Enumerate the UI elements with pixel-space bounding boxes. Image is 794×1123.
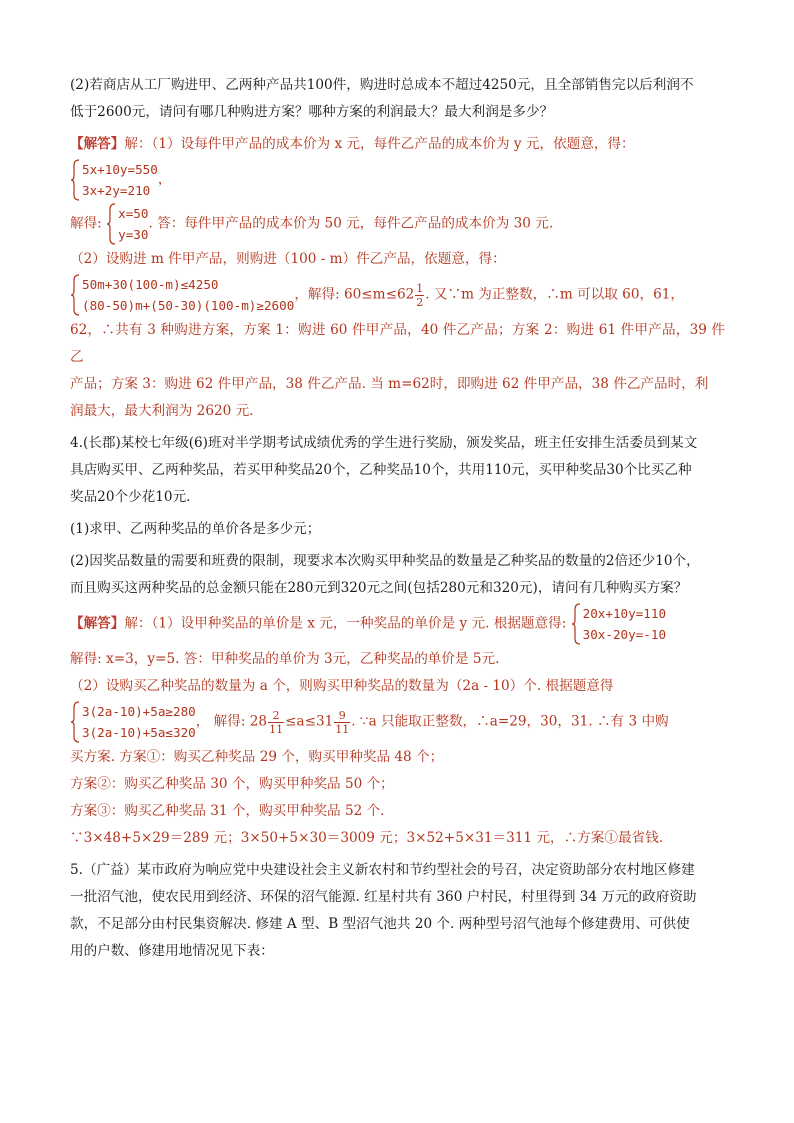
- question-5-line-4: 用的户数、修建用地情况见下表：: [70, 943, 274, 959]
- document-page: [70, 72, 725, 965]
- equation-line: y=30: [118, 227, 149, 242]
- fraction: [415, 282, 424, 309]
- answer-4-solution-1: 解得: x=3，y=5. 答：甲种奖品的单价为 3元，乙种奖品的单价是 5元.: [70, 651, 500, 667]
- question-4-part-2-line-2: 而且购买这两种奖品的总金额只能在280元到320元之间(包括280元和320元)，请问有几种购买方案？: [70, 580, 688, 596]
- fraction-numerator: 9: [334, 709, 350, 723]
- equation-line: 3(2a-10)+5a≤320: [82, 725, 196, 740]
- question-4-line-3: 奖品20个少花10元.: [70, 489, 191, 505]
- brace-icon: [70, 701, 80, 743]
- question-4-line-1: 4.(长郡)某校七年级(6)班对半学期考试成绩优秀的学生进行奖励，颁发奖品，班主任安排生活委员到某文: [70, 435, 698, 451]
- answer-3-line-b: 产品；方案 3：购进 62 件甲产品，38 件乙产品. 当 m=62时，即购进 62 件甲产品，38 件乙产品时，利: [70, 376, 709, 392]
- question-3-part-2-line-2: 低于2600元，请问有哪几种购进方案？哪种方案的利润最大？最大利润是多少？: [70, 104, 554, 120]
- solution-text: . 又∵m 为正整数，∴m 可以取 60，61，: [425, 286, 684, 303]
- plan-label: 方案: [70, 803, 98, 819]
- equation-line: 3(2a-10)+5a≥280: [82, 704, 196, 719]
- equation-system: [70, 159, 158, 201]
- plan-label: 买方案. 方案: [70, 749, 147, 765]
- solution-text: . ∵a 只能取正整数，∴a=29，30，31. ∴有 3 中购: [351, 713, 669, 730]
- inequality-text: ≤a≤: [285, 713, 316, 730]
- answer-4-calc: [70, 825, 725, 852]
- fraction-whole: 28: [249, 713, 268, 730]
- answer-3-intro: [70, 131, 725, 158]
- fraction: [268, 709, 284, 736]
- fraction-numerator: 1: [416, 281, 424, 295]
- answer-4-plan-1: [70, 744, 725, 771]
- equation-system: [70, 274, 294, 316]
- fraction-numerator: 2: [268, 709, 284, 723]
- answer-4-system-2: [70, 700, 725, 744]
- fraction-denominator: 11: [335, 722, 350, 736]
- answer-4-intro-text: 解：（1）设甲种奖品的单价是 x 元，一种奖品的单价是 y 元. 根据题意得:: [124, 615, 567, 632]
- equation-line: (80-50)m+(50-30)(100-m)≥2600: [82, 298, 295, 313]
- answer-3-line-a: 62，∴共有 3 种购进方案，方案 1：购进 60 件甲产品，40 件乙产品；方案 2：购进 61 件甲产品，39 件乙: [70, 322, 725, 365]
- calc-text: ∵3×48+5×29＝289 元；3×50+5×30＝3009 元；3×52+5×31＝311 元，∴方案: [70, 830, 605, 846]
- plan-text: ：购买乙种奖品 29 个，购买甲种奖品 48 个；: [160, 749, 444, 765]
- solve-label: 解得:: [213, 713, 246, 730]
- equation-line: 5x+10y=550: [82, 162, 158, 177]
- equation-system: [571, 603, 666, 645]
- answer-4-plan-2: [70, 771, 725, 798]
- fraction-denominator: 11: [269, 722, 284, 736]
- equation-line: 20x+10y=110: [582, 606, 667, 621]
- brace-icon: [571, 603, 581, 645]
- answer-tag: 【解答】: [70, 615, 125, 632]
- plan-number: ①: [146, 749, 161, 765]
- punct: ，: [157, 171, 172, 188]
- fraction-whole: 31: [315, 713, 334, 730]
- plan-number: ①: [604, 830, 618, 846]
- question-4-part-1: (1)求甲、乙两种奖品的单价各是多少元；: [70, 521, 321, 537]
- answer-4-plan-3: [70, 798, 725, 825]
- plan-number: ③: [97, 803, 111, 819]
- brace-icon: [106, 203, 116, 245]
- answer-4-intro: [70, 602, 725, 646]
- calc-text: 最省钱.: [617, 830, 664, 846]
- solution-text: . 答：每件甲产品的成本价为 50 元，每件乙产品的成本价为 30 元.: [148, 215, 554, 232]
- equation-line: 50m+30(100-m)≤4250: [82, 277, 219, 292]
- answer-3-line-c: 润最大，最大利润为 2620 元.: [70, 403, 254, 419]
- answer-4-part-2-intro: （2）设购买乙种奖品的数量为 a 个，则购买甲种奖品的数量为（2a - 10）个. 根据题意得: [70, 678, 614, 694]
- answer-tag: 【解答】: [70, 136, 125, 152]
- answer-3-system-3: [70, 273, 725, 317]
- plan-number: ②: [97, 776, 111, 792]
- fraction-denominator: 2: [416, 295, 424, 309]
- brace-icon: [70, 274, 80, 316]
- plan-text: ：购买乙种奖品 30 个，购买甲种奖品 50 个；: [110, 776, 394, 792]
- equation-line: 30x-20y=-10: [582, 627, 667, 642]
- answer-3-intro-text: 解：（1）设每件甲产品的成本价为 x 元，每件乙产品的成本价为 y 元，依题意，得：: [124, 136, 635, 152]
- question-5-line-2: 一批沼气池，使农民用到经济、环保的沼气能源. 红星村共有 360 户村民，村里得到 34 万元的政府资助: [70, 889, 697, 905]
- plan-text: ：购买乙种奖品 31 个，购买甲种奖品 52 个.: [110, 803, 385, 819]
- answer-3-part-2-intro: （2）设购进 m 件甲产品，则购进（100 - m）件乙产品，依题意，得：: [70, 251, 506, 267]
- question-5-line-1: 5.（广益）某市政府为响应党中央建设社会主义新农村和节约型社会的号召，决定资助部分农村地区修建: [70, 862, 695, 878]
- question-4-line-2: 具店购买甲、乙两种奖品，若买甲种奖品20个，乙种奖品10个，共用110元，买甲种奖品30个比买乙种: [70, 462, 692, 478]
- answer-3-solution-1: [70, 202, 725, 246]
- equation-system: [70, 701, 196, 743]
- equation-line: 3x+2y=210: [82, 183, 151, 198]
- plan-label: 方案: [70, 776, 98, 792]
- equation-system: [106, 203, 148, 245]
- fraction: [334, 709, 350, 736]
- solve-label: 解得:: [70, 215, 102, 232]
- question-4-part-2-line-1: (2)因奖品数量的需要和班费的限制，现要求本次购买甲种奖品的数量是乙种奖品的数量的2倍还少10个，: [70, 553, 700, 569]
- brace-icon: [70, 159, 80, 201]
- question-5-line-3: 款，不足部分由村民集资解决. 修建 A 型、B 型沼气池共 20 个. 两种型号沼气池每个修建费用、可供使: [70, 916, 690, 932]
- question-3-part-2-line-1: (2)若商店从工厂购进甲、乙两种产品共100件，购进时总成本不超过4250元，且全部销售完以后利润不: [70, 77, 694, 93]
- equation-line: x=50: [118, 206, 149, 221]
- answer-3-system-1: [70, 158, 725, 202]
- solution-text: ，解得: 60≤m≤62: [294, 286, 415, 303]
- punct: ，: [195, 713, 210, 730]
